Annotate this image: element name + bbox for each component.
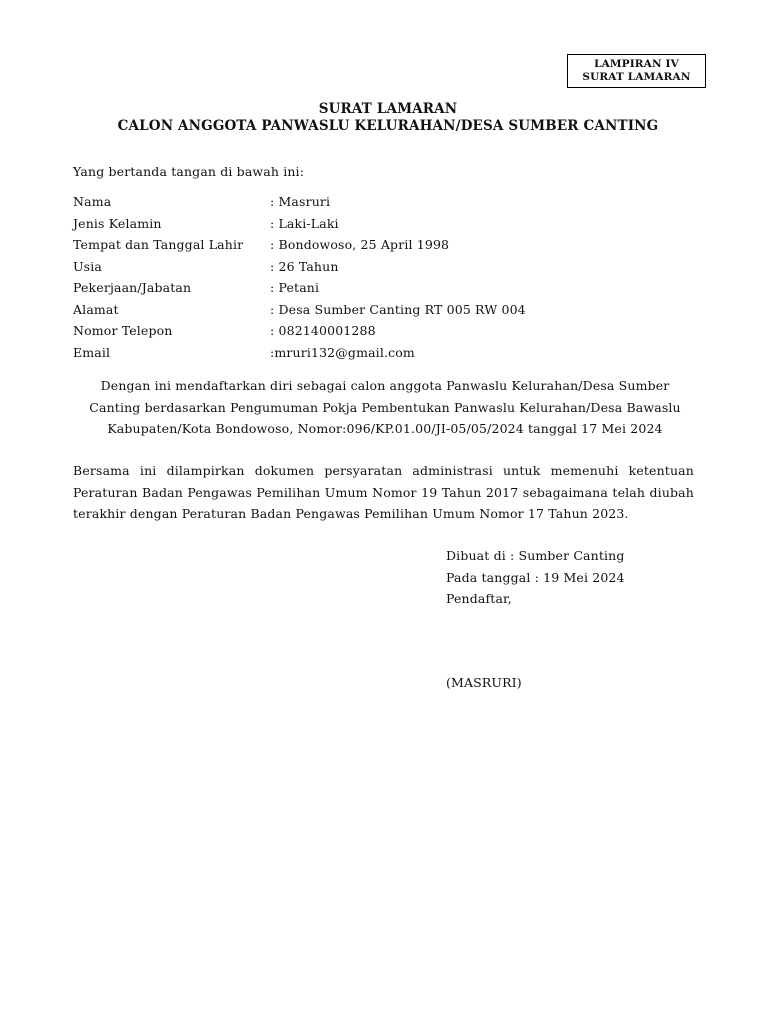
field-value: : Petani: [270, 280, 320, 295]
field-label: Nomor Telepon: [73, 323, 173, 338]
field-label: Alamat: [73, 301, 119, 317]
field-row: [73, 213, 526, 235]
attachment-label-box: [567, 54, 706, 88]
signature-role: Pendaftar,: [446, 591, 512, 606]
field-label: Nama: [73, 194, 112, 209]
field-value: :mruri132@gmail.com: [270, 344, 415, 360]
title-line1: SURAT LAMARAN: [318, 101, 458, 117]
field-value: : Laki-Laki: [270, 215, 339, 231]
attachment-label-line2: SURAT LAMARAN: [582, 71, 691, 83]
field-label: Pekerjaan/Jabatan: [73, 280, 192, 295]
signature-block: [446, 545, 625, 610]
attachment-paragraph: Bersama ini dilampirkan dokumen persyaratan administrasi untuk memenuhi ketentuan Peraturan Badan Pengawas Pemilihan Umum Nomor 19 Tahun 2017 sebagaimana telah diubah terakhir dengan Peraturan Badan Pengawas Pemilihan Umum Nomor 17 Tahun 2023.: [73, 463, 694, 521]
field-label: Usia: [73, 258, 102, 274]
field-row: [73, 191, 526, 213]
field-value: : Masruri: [270, 194, 331, 209]
signer-name: (MASRURI): [446, 675, 522, 690]
field-label: Jenis Kelamin: [73, 215, 162, 231]
field-row: [73, 234, 526, 256]
field-row: [73, 277, 526, 299]
intro-text: Yang bertanda tangan di bawah ini:: [73, 164, 305, 179]
field-row: [73, 256, 526, 278]
signature-date: Pada tanggal : 19 Mei 2024: [446, 569, 625, 585]
field-value: : Bondowoso, 25 April 1998: [270, 237, 450, 252]
registration-paragraph: Dengan ini mendaftarkan diri sebagai calon anggota Panwaslu Kelurahan/Desa Sumber Canting berdasarkan Pengumuman Pokja Pembentukan Panwaslu Kelurahan/Desa Bawaslu Kabupaten/Kota Bondowoso, Nomor:096/KP.01.00/JI-05/05/2024 tanggal 17 Mei 2024: [89, 378, 681, 436]
field-label: Tempat dan Tanggal Lahir: [73, 237, 244, 252]
field-label: Email: [73, 344, 111, 360]
field-row: [73, 320, 526, 342]
field-value: : 082140001288: [270, 323, 376, 338]
field-value: : Desa Sumber Canting RT 005 RW 004: [270, 301, 526, 317]
applicant-fields: [73, 191, 526, 363]
field-row: [73, 299, 526, 321]
attachment-label-line1: LAMPIRAN IV: [594, 58, 679, 70]
field-value: : 26 Tahun: [270, 258, 339, 274]
signature-place: Dibuat di : Sumber Canting: [446, 548, 625, 563]
document-title: [0, 101, 768, 135]
field-row: [73, 342, 526, 364]
title-line2: CALON ANGGOTA PANWASLU KELURAHAN/DESA SUMBER CANTING: [117, 118, 659, 134]
